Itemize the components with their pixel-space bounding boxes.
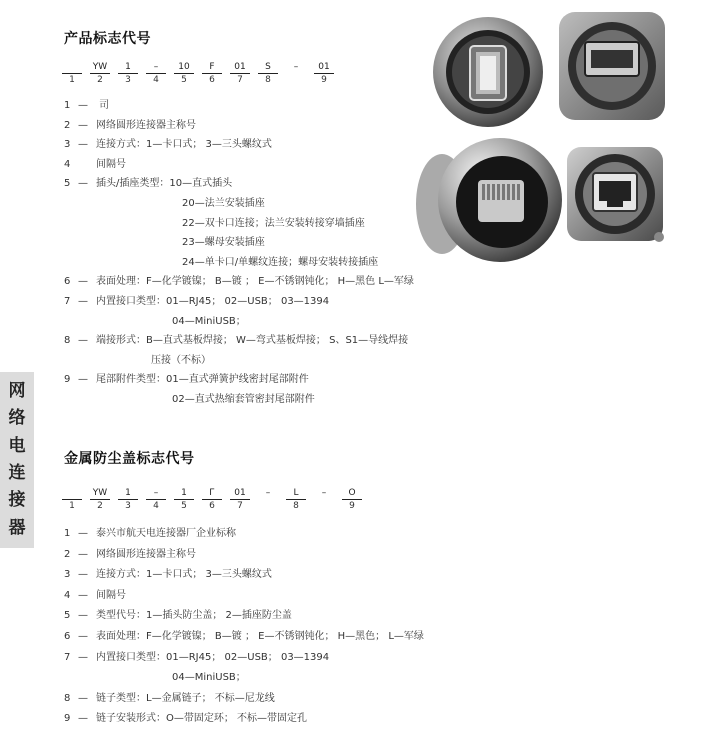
legend-dash: —: [78, 528, 88, 539]
legend-number: 9: [64, 713, 71, 725]
code-segment: [258, 487, 278, 499]
code-segment-value: F: [209, 62, 215, 72]
code-segment: [202, 61, 222, 86]
legend-dash: —: [78, 374, 88, 386]
legend-line: [64, 627, 424, 642]
code-segment: [230, 487, 250, 512]
legend-line: [64, 606, 292, 621]
category-side-tab: [0, 372, 34, 548]
side-tab-char: 络: [8, 408, 26, 429]
legend-number: 8: [64, 335, 71, 347]
legend-number: 5: [64, 610, 71, 622]
legend-dash: —: [78, 589, 88, 601]
code-segment-index: 1: [62, 73, 82, 86]
legend-line: [172, 668, 246, 683]
legend-line: [64, 135, 272, 150]
code-segment-value: –: [321, 488, 327, 498]
legend-line: [64, 292, 329, 307]
legend-dash: —: [78, 139, 88, 151]
legend-text: 内置接口类型：01—RJ45； 02—USB； 03—1394: [96, 651, 330, 663]
code-segment: [314, 487, 334, 499]
code-segment: [230, 61, 250, 86]
legend-text: 间隔号: [96, 589, 126, 601]
legend-text: 连接方式：1—卡口式； 3—三头螺纹式: [96, 139, 272, 151]
legend-number: 9: [64, 374, 71, 386]
legend-text: 链子安装形式：O—带固定环； 不标—带固定孔: [96, 713, 308, 725]
legend-text: 压接（不标）: [151, 354, 211, 366]
code-segment-index: 3: [118, 73, 138, 86]
code-segment-value: 1: [181, 488, 187, 498]
code-segment-value: 01: [234, 488, 246, 498]
legend-line: [64, 116, 196, 131]
side-tab-char: 电: [8, 435, 26, 456]
legend-text: 24—单卡口/单螺纹连接；螺母安装转接插座: [182, 256, 379, 268]
legend-dash: —: [78, 713, 88, 725]
code-segment-index: 5: [174, 73, 194, 86]
legend-text: 尾部附件类型：01—直式弹簧护线密封尾部附件: [96, 374, 309, 386]
legend-line: [172, 390, 315, 405]
legend-text: 网络圆形连接器主称号: [96, 548, 196, 560]
side-tab-char: 器: [8, 517, 26, 538]
code-segment-value: 01: [318, 62, 330, 72]
code-segment-index: 8: [286, 499, 306, 512]
legend-text: 04—MiniUSB；: [172, 315, 246, 327]
usb-connector-photo: [430, 12, 546, 128]
legend-text: 02—直式热缩套管密封尾部附件: [172, 394, 315, 405]
legend-line: [172, 312, 246, 327]
legend-text: 司: [96, 100, 110, 111]
legend-dash: —: [78, 276, 88, 288]
code-segment-index: 9: [342, 499, 362, 512]
product-code-row: [62, 61, 330, 91]
legend-line: [64, 586, 126, 601]
legend-dash: —: [78, 296, 88, 307]
legend-number: 1: [64, 528, 71, 539]
code-segment: [258, 61, 278, 86]
code-segment-index: 8: [258, 73, 278, 86]
legend-line: [64, 174, 232, 189]
legend-dash: —: [78, 610, 88, 622]
code-segment-index: 2: [90, 499, 110, 512]
legend-number: 1: [64, 100, 71, 111]
code-segment: [90, 61, 110, 86]
usb-square-flange-photo: [557, 10, 667, 122]
code-segment-value: S: [265, 62, 271, 72]
legend-line: [182, 194, 265, 209]
code-segment-value: 1: [125, 488, 131, 498]
legend-line: [64, 709, 307, 724]
legend-text: 连接方式：1—卡口式； 3—三头螺纹式: [96, 569, 272, 581]
code-segment-value: –: [153, 62, 159, 72]
legend-number: 3: [64, 569, 71, 581]
code-segment-value: L: [293, 488, 299, 498]
code-segment: [118, 61, 138, 86]
code-segment-index: 4: [146, 73, 166, 86]
dustcap-code-row: [62, 487, 356, 517]
legend-dash: —: [78, 119, 88, 131]
legend-number: 8: [64, 692, 71, 704]
code-segment: [62, 487, 82, 512]
legend-text: 间隔号: [96, 158, 126, 170]
legend-number: 4: [64, 158, 71, 170]
legend-dash: —: [78, 335, 88, 347]
code-segment-index: 5: [174, 499, 194, 512]
code-segment-value: 1: [125, 62, 131, 72]
side-tab-char: 连: [8, 463, 26, 484]
code-segment-value: –: [265, 488, 271, 498]
code-segment-index: 7: [230, 73, 250, 86]
code-segment-value: YW: [92, 488, 108, 498]
legend-line: [151, 351, 211, 366]
code-segment-index: 2: [90, 73, 110, 86]
legend-number: 3: [64, 139, 71, 151]
code-segment-value: [62, 61, 82, 73]
code-segment: [286, 487, 306, 512]
code-segment: [146, 487, 166, 512]
rj45-receptacle-photo: [565, 145, 667, 245]
code-segment-index: 6: [202, 73, 222, 86]
code-segment: [90, 487, 110, 512]
legend-dash: —: [78, 569, 88, 581]
code-segment-value: [62, 487, 82, 499]
code-segment: [146, 61, 166, 86]
legend-number: 4: [64, 589, 71, 601]
legend-line: [64, 331, 408, 346]
legend-text: 表面处理：F—化学镀镍； B—镀 ； E—不锈钢钝化； H—黑色； L—军绿: [96, 631, 424, 642]
legend-dash: —: [78, 178, 88, 190]
legend-number: 2: [64, 119, 71, 131]
code-segment-index: 3: [118, 499, 138, 512]
legend-line: [64, 370, 309, 385]
code-segment: [118, 487, 138, 512]
legend-text: 22—双卡口连接；法兰安装转接穿墙插座: [182, 217, 365, 229]
side-tab-char: 接: [8, 490, 26, 511]
legend-line: [64, 648, 329, 663]
legend-text: 网络圆形连接器主称号: [96, 119, 196, 131]
legend-number: 6: [64, 276, 71, 288]
legend-line: [64, 96, 109, 111]
rj45-plug-photo: [412, 128, 562, 270]
legend-line: [64, 524, 236, 539]
code-segment: [314, 61, 334, 86]
legend-text: 23—螺母安装插座: [182, 237, 265, 249]
side-tab-char: 网: [8, 381, 26, 402]
legend-line: [64, 272, 414, 287]
code-segment-value: YW: [92, 62, 108, 72]
code-segment: [62, 61, 82, 86]
legend-text: 端接形式：B—直式基板焊接； W—弯式基板焊接； S、S1—导线焊接: [96, 335, 409, 347]
legend-text: 04—MiniUSB；: [172, 672, 246, 684]
legend-line: [182, 233, 265, 248]
code-segment: [174, 487, 194, 512]
code-segment-index: 7: [230, 499, 250, 512]
legend-text: 类型代号：1—插头防尘盖； 2—插座防尘盖: [96, 610, 292, 622]
legend-number: 6: [64, 631, 71, 642]
code-segment-value: Г: [209, 488, 215, 498]
legend-text: 链子类型：L—金属链子； 不标—尼龙线: [96, 692, 275, 704]
legend-line: [64, 155, 126, 170]
legend-number: 7: [64, 651, 71, 663]
legend-dash: —: [78, 631, 88, 642]
legend-text: 泰兴市航天电连接器厂企业标称: [96, 528, 236, 539]
legend-dash: —: [78, 548, 88, 560]
legend-line: [182, 253, 378, 268]
code-segment-value: 10: [178, 62, 190, 72]
legend-line: [182, 214, 365, 229]
legend-number: 2: [64, 548, 71, 560]
legend-line: [64, 689, 275, 704]
legend-line: [64, 565, 272, 580]
legend-number: 5: [64, 178, 71, 190]
legend-line: [64, 545, 196, 560]
code-segment: [202, 487, 222, 512]
legend-number: 7: [64, 296, 71, 307]
code-segment: [174, 61, 194, 86]
code-segment-value: O: [348, 488, 356, 498]
legend-text: 表面处理：F—化学镀镍； B—镀 ； E—不锈钢钝化； H—黑色 L—军绿: [96, 276, 414, 288]
code-segment: [342, 487, 362, 512]
code-segment-index: 6: [202, 499, 222, 512]
code-segment-index: 1: [62, 499, 82, 512]
code-segment-index: 4: [146, 499, 166, 512]
code-segment-value: –: [153, 488, 159, 498]
legend-dash: —: [78, 651, 88, 663]
section1-title: 产品标志代号: [64, 31, 151, 47]
code-segment: [286, 61, 306, 73]
legend-text: 20—法兰安装插座: [182, 198, 265, 209]
legend-dash: —: [78, 692, 88, 704]
legend-dash: —: [78, 100, 88, 111]
code-segment-value: 01: [234, 62, 246, 72]
code-segment-index: 9: [314, 73, 334, 86]
legend-text: 内置接口类型：01—RJ45； 02—USB； 03—1394: [96, 296, 330, 307]
code-segment-value: –: [293, 62, 299, 72]
section2-title: 金属防尘盖标志代号: [64, 451, 195, 467]
legend-text: 插头/插座类型：10—直式插头: [96, 178, 233, 190]
